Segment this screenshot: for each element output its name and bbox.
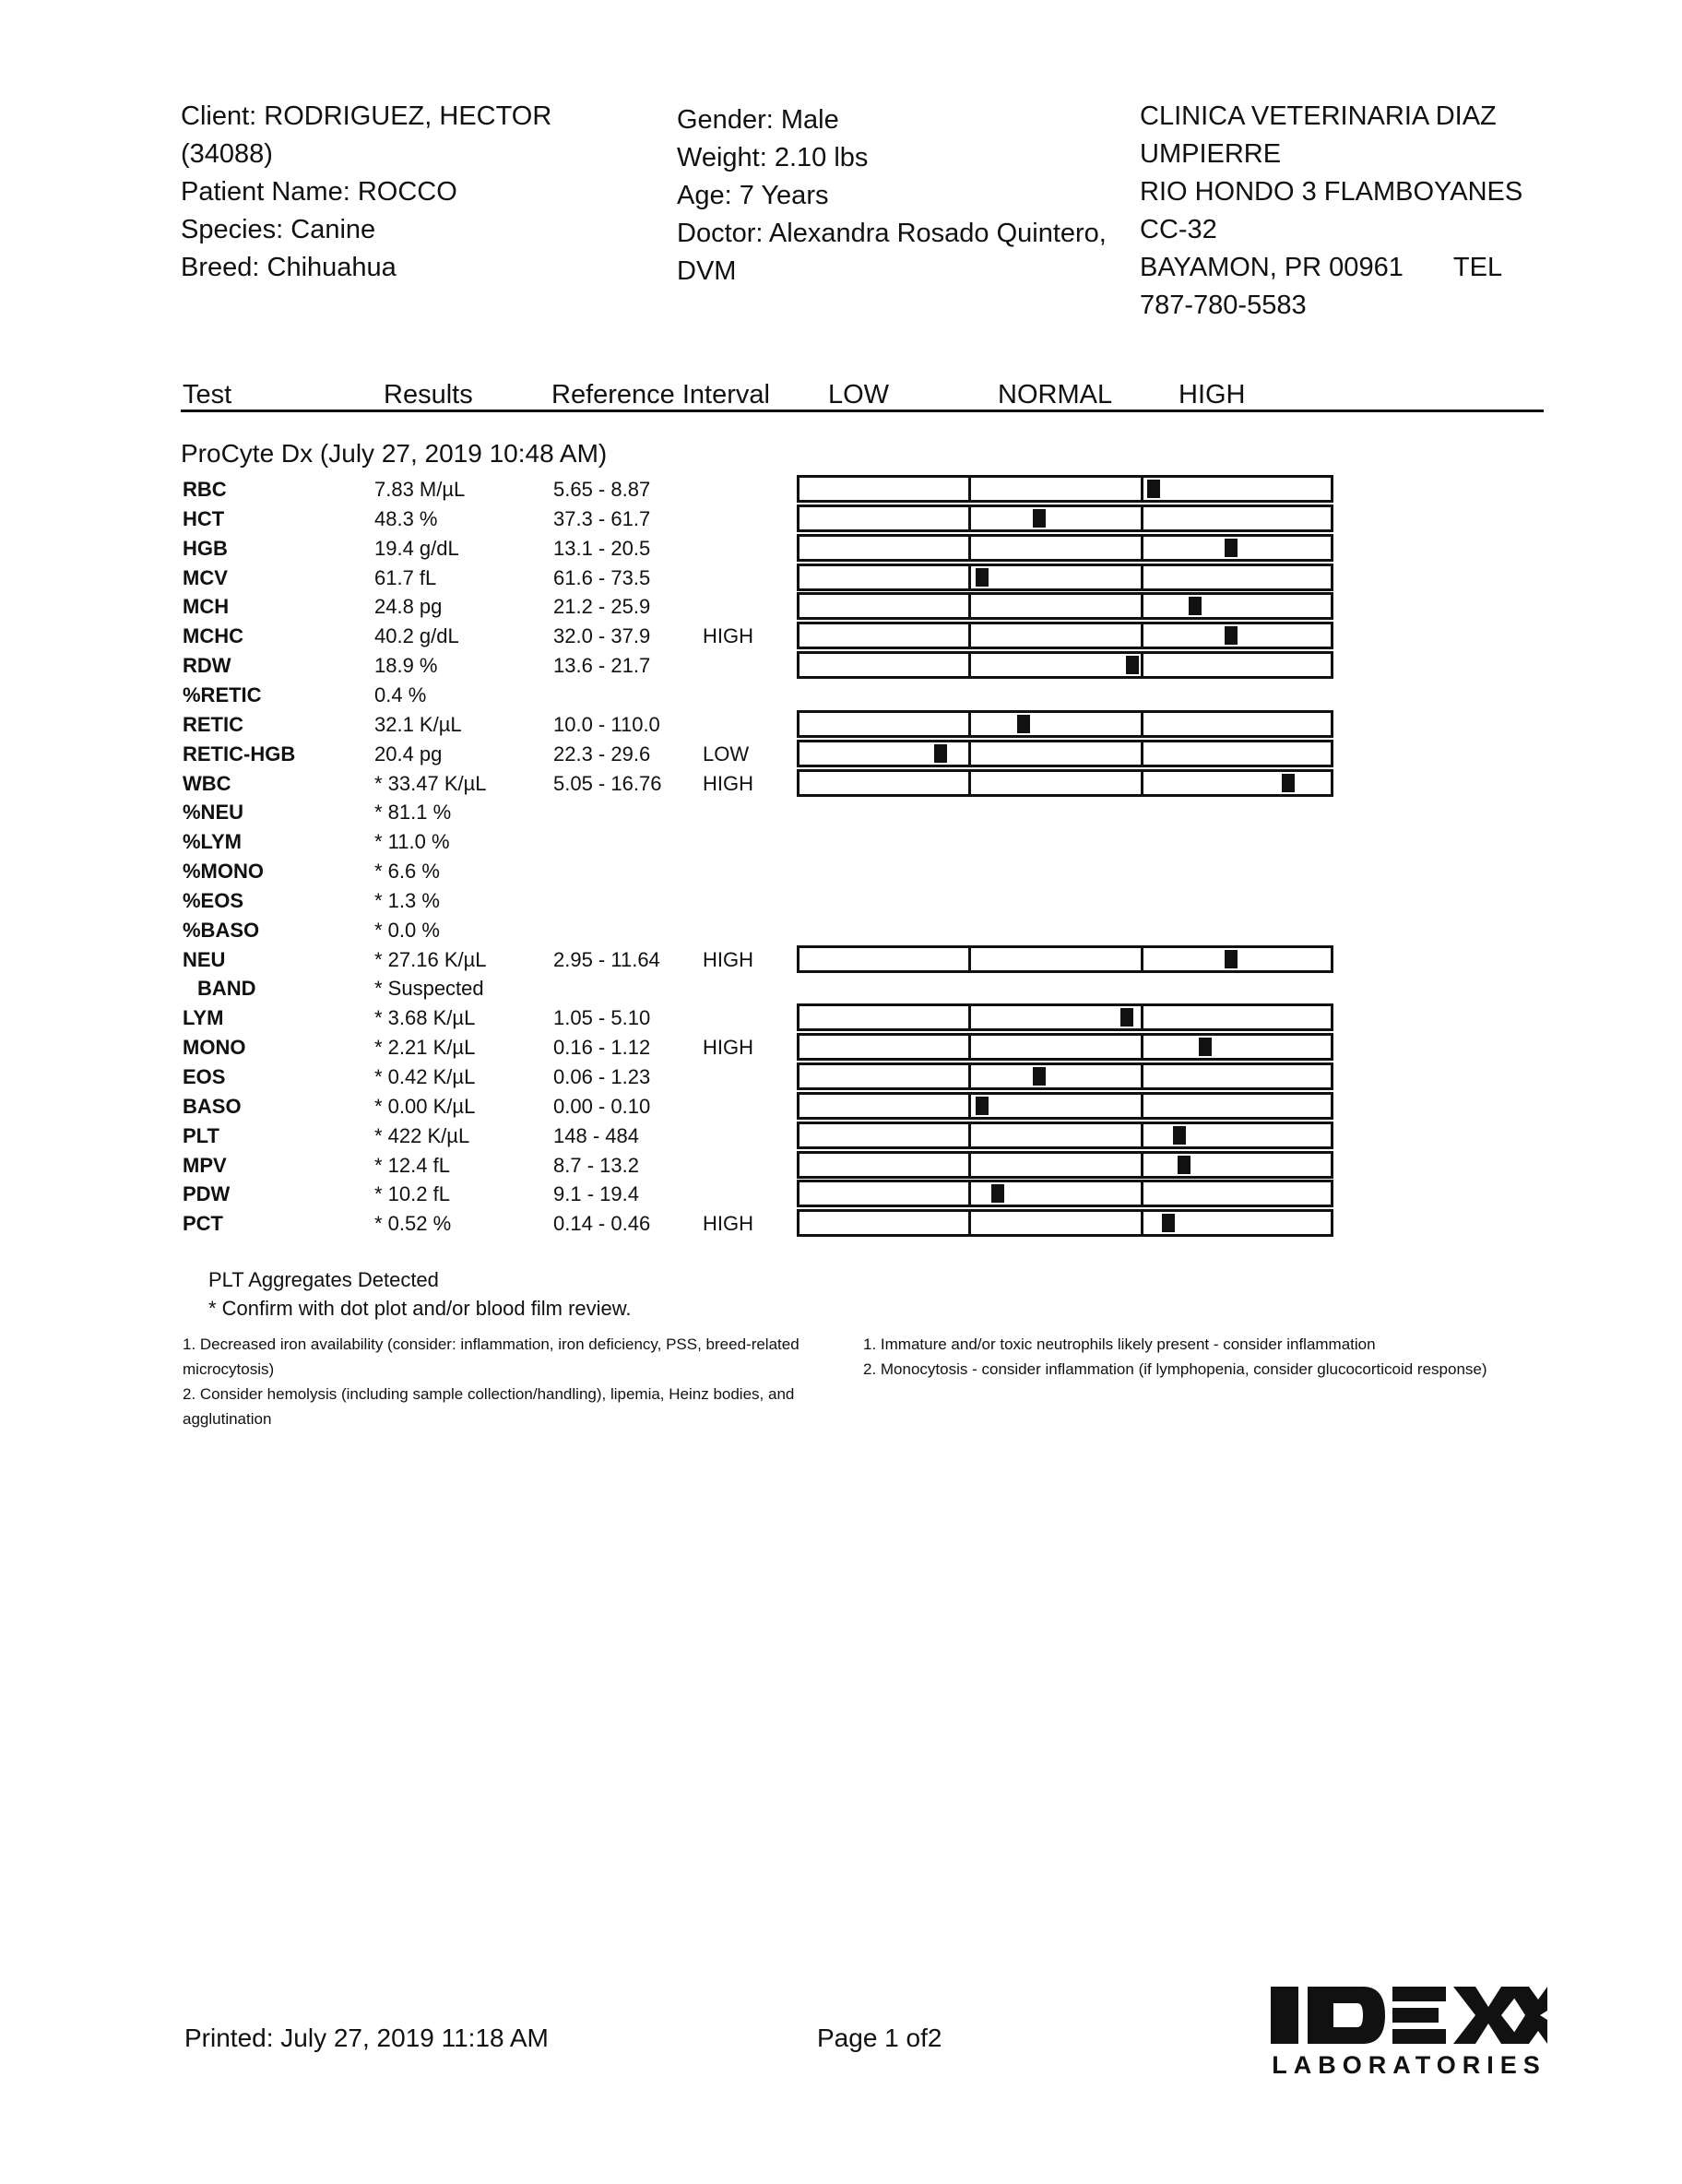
test-result: 18.9 % [374,654,438,678]
result-marker [991,1184,1004,1203]
reference-interval: 0.16 - 1.12 [553,1036,651,1060]
result-marker [1126,656,1139,674]
patient-name: Patient Name: ROCCO [181,177,457,207]
table-row [0,710,793,740]
table-row [0,1209,793,1239]
range-divider-high [1141,772,1143,794]
reference-interval: 13.6 - 21.7 [553,654,651,678]
test-result: * Suspected [374,977,484,1001]
reference-interval: 0.00 - 0.10 [553,1094,651,1118]
range-divider-high [1141,1095,1143,1117]
test-name: HGB [183,536,228,560]
flag: HIGH [703,1212,753,1236]
table-row [0,651,793,681]
test-result: * 12.4 fL [374,1153,450,1177]
test-name: BASO [183,1094,242,1118]
test-name: NEU [183,947,226,971]
result-marker [1225,626,1238,645]
col-normal: NORMAL [998,380,1113,410]
clinic-name: CLINICA VETERINARIA DIAZ [1140,101,1497,131]
range-bar [797,1062,1333,1090]
table-row [0,504,793,534]
table-row [0,740,793,769]
result-marker [1162,1214,1175,1232]
test-result: * 1.3 % [374,888,440,912]
range-bar [797,1180,1333,1207]
range-divider-high [1141,595,1143,617]
reference-interval: 32.0 - 37.9 [553,624,651,648]
page-number: Page 1 of2 [817,2024,942,2052]
table-row [0,916,793,945]
breed: Breed: Chihuahua [181,253,397,282]
test-name: HCT [183,506,225,530]
col-results: Results [384,380,473,410]
test-name: MPV [183,1153,227,1177]
test-name: MCV [183,565,228,589]
footnotes-left [183,1332,810,1431]
test-result: 24.8 pg [374,595,443,619]
footnote-right-1: 1. Immature and/or toxic neutrophils likely present - consider inflammation [863,1335,1376,1353]
range-bar [797,1122,1333,1149]
col-low: LOW [828,380,890,410]
footnote-right-2: 2. Monocytosis - consider inflammation (if lymphopenia, consider glucocorticoid response) [863,1360,1487,1378]
client-block [181,98,551,287]
result-marker [934,744,947,763]
test-name: MONO [183,1036,246,1060]
col-high: HIGH [1179,380,1246,410]
reference-interval: 5.05 - 16.76 [553,771,662,795]
range-divider-low [968,478,971,500]
result-marker [1199,1038,1212,1056]
test-name: %MONO [183,860,264,884]
table-row [0,681,793,710]
flag: LOW [703,742,750,766]
test-name: WBC [183,771,231,795]
test-name: EOS [183,1065,226,1088]
test-name: %LYM [183,830,242,854]
reference-interval: 148 - 484 [553,1123,639,1147]
footnote-left-1: 1. Decreased iron availability (consider: inflammation, iron deficiency, PSS, breed-related microcytosis) [183,1335,800,1378]
notes-block [208,1265,632,1323]
flag: HIGH [703,947,753,971]
test-result: * 0.00 K/µL [374,1094,476,1118]
result-marker [976,568,989,587]
range-bar [797,1003,1333,1031]
table-row [0,1180,793,1209]
range-bar [797,769,1333,797]
reference-interval: 0.06 - 1.23 [553,1065,651,1088]
range-divider-high [1141,1182,1143,1205]
result-marker [1017,715,1030,733]
test-result: 61.7 fL [374,565,437,589]
table-row [0,592,793,622]
range-bar [797,1151,1333,1179]
range-divider-low [968,1154,971,1176]
table-row [0,564,793,593]
table-row [0,974,793,1003]
range-bar [797,592,1333,620]
gender: Gender: Male [677,105,839,135]
test-name: RETIC [183,712,243,736]
reference-interval: 21.2 - 25.9 [553,595,651,619]
flag: HIGH [703,1036,753,1060]
test-name: PDW [183,1182,231,1206]
reference-interval: 1.05 - 5.10 [553,1006,651,1030]
flag: HIGH [703,771,753,795]
tel-label: TEL [1452,253,1503,282]
test-name: RDW [183,654,231,678]
range-divider-high [1141,1036,1143,1058]
test-result: 20.4 pg [374,742,443,766]
test-name: BAND [197,977,256,1001]
test-result: * 27.16 K/µL [374,947,487,971]
range-divider-low [968,713,971,735]
result-marker [1225,950,1238,968]
range-divider-low [968,742,971,765]
range-divider-low [968,1124,971,1146]
test-name: PLT [183,1123,219,1147]
table-row [0,798,793,827]
range-divider-high [1141,1212,1143,1234]
range-divider-low [968,1182,971,1205]
test-name: MCH [183,595,230,619]
table-row [0,622,793,651]
age: Age: 7 Years [677,181,829,210]
printed-date: Printed: July 27, 2019 11:18 AM [184,2024,549,2052]
range-bar [797,1209,1333,1237]
clinic-city-line [1140,249,1522,287]
result-marker [1282,774,1295,792]
range-divider-low [968,595,971,617]
range-bar [797,945,1333,973]
clinic-city: BAYAMON, PR 00961 [1140,253,1404,282]
result-marker [1173,1126,1186,1145]
table-row [0,886,793,916]
reference-interval: 22.3 - 29.6 [553,742,651,766]
logo-name-text [1271,2080,1272,2081]
test-name: %EOS [183,888,244,912]
test-result: * 10.2 fL [374,1182,450,1206]
table-row [0,1092,793,1122]
reference-interval: 8.7 - 13.2 [553,1153,639,1177]
reference-interval: 10.0 - 110.0 [553,712,660,736]
test-result: * 6.6 % [374,860,440,884]
test-result: * 2.21 K/µL [374,1036,476,1060]
clinic-name-2: UMPIERRE [1140,139,1282,169]
result-marker [1189,597,1202,615]
test-name: %RETIC [183,682,262,706]
table-row [0,827,793,857]
range-bar [797,534,1333,562]
range-bar [797,651,1333,679]
range-bar [797,1033,1333,1061]
range-bar [797,475,1333,503]
range-divider-high [1141,742,1143,765]
table-row [0,769,793,799]
result-marker [1178,1156,1190,1174]
range-divider-low [968,654,971,676]
result-marker [976,1097,989,1115]
col-test: Test [183,380,232,410]
range-divider-low [968,1006,971,1028]
test-result: 0.4 % [374,682,427,706]
reference-interval: 9.1 - 19.4 [553,1182,639,1206]
range-divider-low [968,772,971,794]
clinic-address-1: RIO HONDO 3 FLAMBOYANES [1140,177,1523,207]
range-divider-low [968,566,971,588]
range-divider-low [968,1212,971,1234]
test-result: 48.3 % [374,506,438,530]
test-result: * 0.52 % [374,1212,452,1236]
client-id: (34088) [181,139,273,169]
header-rule [181,410,1544,412]
result-marker [1033,509,1046,528]
clinic-phone: 787-780-5583 [1140,291,1307,320]
table-row [0,1033,793,1062]
range-divider-low [968,624,971,647]
test-result: * 422 K/µL [374,1123,470,1147]
table-row [0,475,793,504]
range-divider-high [1141,537,1143,559]
table-row [0,534,793,564]
result-marker [1033,1067,1046,1086]
test-result: 7.83 M/µL [374,478,466,501]
reference-interval: 5.65 - 8.87 [553,478,651,501]
range-divider-high [1141,654,1143,676]
range-divider-low [968,948,971,970]
doctor-title: DVM [677,256,737,286]
range-divider-high [1141,948,1143,970]
range-divider-high [1141,713,1143,735]
test-result: * 3.68 K/µL [374,1006,476,1030]
range-divider-high [1141,507,1143,529]
range-divider-low [968,1036,971,1058]
test-name: %BASO [183,918,260,942]
client-name: Client: RODRIGUEZ, HECTOR [181,101,552,131]
footnote-left-2: 2. Consider hemolysis (including sample collection/handling), lipemia, Heinz bodies, and agglutination [183,1385,795,1428]
test-result: 19.4 g/dL [374,536,459,560]
range-divider-high [1141,1154,1143,1176]
weight: Weight: 2.10 lbs [677,143,869,172]
test-result: * 11.0 % [374,830,450,854]
laboratories-text: LABORATORIES [1272,2051,1546,2079]
range-divider-high [1141,1065,1143,1087]
doctor: Doctor: Alexandra Rosado Quintero, [677,219,1107,248]
reference-interval: 37.3 - 61.7 [553,506,651,530]
result-marker [1225,539,1238,557]
idexx-logo [1271,1983,1547,2080]
test-result: 32.1 K/µL [374,712,462,736]
footnotes-right [863,1332,1527,1382]
table-row [0,1062,793,1092]
range-bar [797,622,1333,649]
idexx-logo-mark [1271,1983,1547,2048]
range-bar [797,564,1333,591]
reference-interval: 2.95 - 11.64 [553,947,660,971]
test-name: RETIC-HGB [183,742,296,766]
test-name: MCHC [183,624,243,648]
reference-interval: 0.14 - 0.46 [553,1212,651,1236]
range-divider-low [968,1065,971,1087]
range-divider-high [1141,1006,1143,1028]
range-bar [797,740,1333,767]
plt-note: PLT Aggregates Detected [208,1268,439,1291]
clinic-block [1140,98,1522,325]
range-divider-low [968,537,971,559]
test-result: * 0.42 K/µL [374,1065,476,1088]
range-divider-low [968,507,971,529]
test-result: * 0.0 % [374,918,440,942]
range-divider-low [968,1095,971,1117]
col-reference: Reference Interval [551,380,770,410]
range-divider-high [1141,566,1143,588]
table-row [0,1122,793,1151]
range-bar [797,1092,1333,1120]
range-divider-high [1141,1124,1143,1146]
section-title: ProCyte Dx (July 27, 2019 10:48 AM) [181,439,608,468]
table-row [0,945,793,975]
test-result: * 33.47 K/µL [374,771,487,795]
test-result: 40.2 g/dL [374,624,459,648]
reference-interval: 61.6 - 73.5 [553,565,651,589]
test-name: LYM [183,1006,224,1030]
range-bar [797,710,1333,738]
table-row [0,1151,793,1181]
reference-interval: 13.1 - 20.5 [553,536,651,560]
species: Species: Canine [181,215,376,244]
table-row [0,1003,793,1033]
result-marker [1147,480,1160,498]
range-divider-high [1141,478,1143,500]
test-result: * 81.1 % [374,801,452,825]
table-row [0,857,793,886]
range-divider-high [1141,624,1143,647]
test-name: RBC [183,478,227,501]
confirm-note: * Confirm with dot plot and/or blood film review. [208,1297,632,1320]
patient-info-block [677,101,1107,291]
test-name: %NEU [183,801,244,825]
range-bar [797,504,1333,532]
clinic-address-2: CC-32 [1140,215,1217,244]
test-name: PCT [183,1212,223,1236]
flag: HIGH [703,624,753,648]
result-marker [1120,1008,1133,1027]
